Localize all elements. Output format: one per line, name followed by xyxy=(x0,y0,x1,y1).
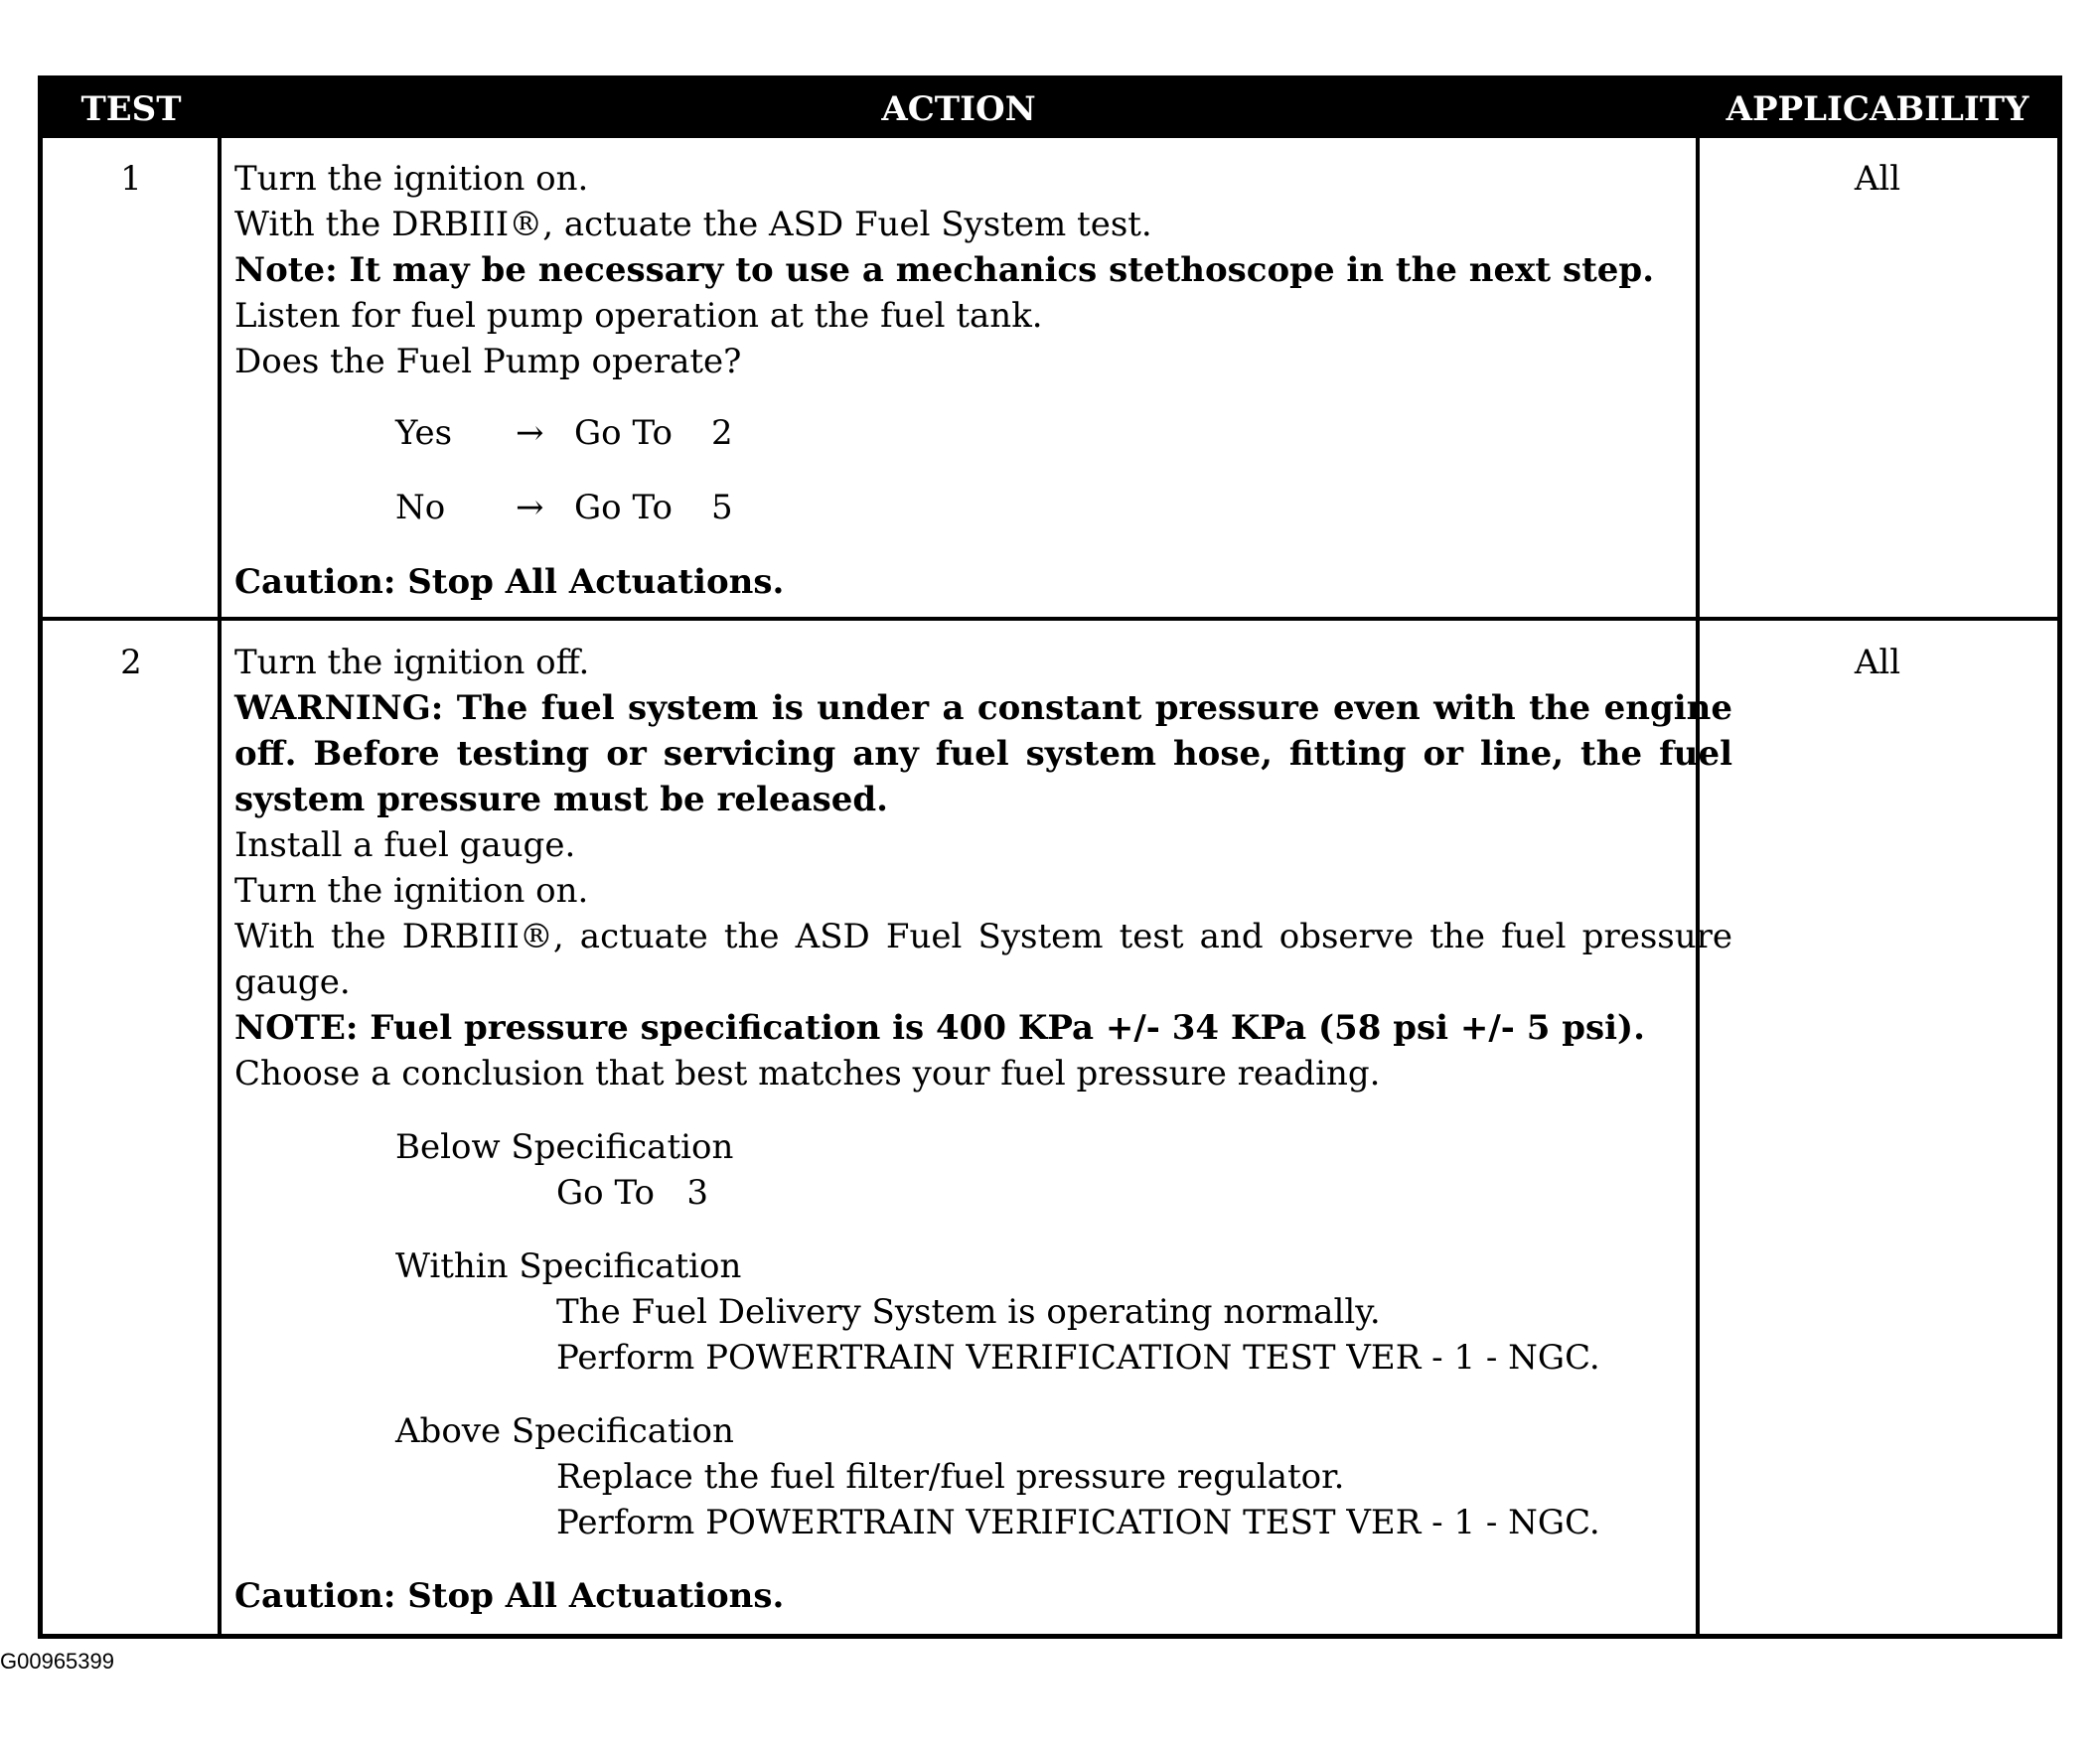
caution-line: Caution: Stop All Actuations. xyxy=(234,1576,785,1616)
action-line: With the DRBIII®, actuate the ASD Fuel System test and observe the fuel pressure gauge. xyxy=(234,917,1732,1002)
diagnostic-test-table xyxy=(38,75,2062,1639)
header-applicability: APPLICABILITY xyxy=(1725,89,2029,129)
action-line: Install a fuel gauge. xyxy=(234,825,576,865)
arrow-icon: → xyxy=(516,488,544,527)
header-action: ACTION xyxy=(881,89,1036,129)
row-divider xyxy=(43,617,2057,621)
branch-goto: Go To xyxy=(574,413,673,453)
arrow-icon: → xyxy=(516,413,544,453)
caution-line: Caution: Stop All Actuations. xyxy=(234,562,785,602)
conclusion-label: Below Specification xyxy=(395,1127,734,1167)
branch-yes xyxy=(234,410,1732,456)
note-line: Note: It may be necessary to use a mechanics stethoscope in the next step. xyxy=(234,250,1655,290)
branch-target: 2 xyxy=(711,413,733,453)
conclusion-result: The Fuel Delivery System is operating normally. xyxy=(556,1292,1381,1332)
figure-code: G00965399 xyxy=(0,1649,114,1674)
conclusion-label: Above Specification xyxy=(395,1411,734,1451)
action-line: With the DRBIII®, actuate the ASD Fuel System test. xyxy=(234,205,1152,244)
branch-answer: Yes xyxy=(395,413,453,453)
test-number: 1 xyxy=(120,159,142,199)
action-line: Does the Fuel Pump operate? xyxy=(234,342,742,381)
conclusion-result: Replace the fuel filter/fuel pressure regulator. xyxy=(556,1457,1345,1497)
header-test: TEST xyxy=(80,89,182,129)
action-cell xyxy=(234,156,1732,605)
branch-target: 5 xyxy=(711,488,733,527)
conclusion-label: Within Specification xyxy=(395,1246,742,1286)
note-line: NOTE: Fuel pressure specification is 400 KPa +/- 34 KPa (58 psi +/- 5 psi). xyxy=(234,1008,1645,1048)
branch-answer: No xyxy=(395,488,446,527)
applicability-value: All xyxy=(1854,643,1901,682)
branch-no xyxy=(234,485,1732,530)
action-line: Turn the ignition on. xyxy=(234,871,589,911)
action-line: Listen for fuel pump operation at the fuel tank. xyxy=(234,296,1043,336)
conclusion-result: Perform POWERTRAIN VERIFICATION TEST VER - 1 - NGC. xyxy=(556,1338,1600,1378)
action-line: Turn the ignition off. xyxy=(234,643,590,682)
action-line: Choose a conclusion that best matches your fuel pressure reading. xyxy=(234,1054,1381,1094)
branch-goto: Go To xyxy=(574,488,673,527)
conclusion-result: Perform POWERTRAIN VERIFICATION TEST VER - 1 - NGC. xyxy=(556,1503,1600,1542)
action-line: Turn the ignition on. xyxy=(234,159,589,199)
table-header xyxy=(43,80,2057,138)
action-cell xyxy=(234,640,1732,1619)
column-divider xyxy=(218,138,222,1634)
conclusion-result: Go To 3 xyxy=(556,1173,708,1213)
test-number: 2 xyxy=(120,643,142,682)
warning-line: WARNING: The fuel system is under a constant pressure even with the engine off. Before testing or servicing any fuel system hose, fitting or line, the fuel system pressure must be released. xyxy=(234,688,1732,819)
applicability-value: All xyxy=(1854,159,1901,199)
